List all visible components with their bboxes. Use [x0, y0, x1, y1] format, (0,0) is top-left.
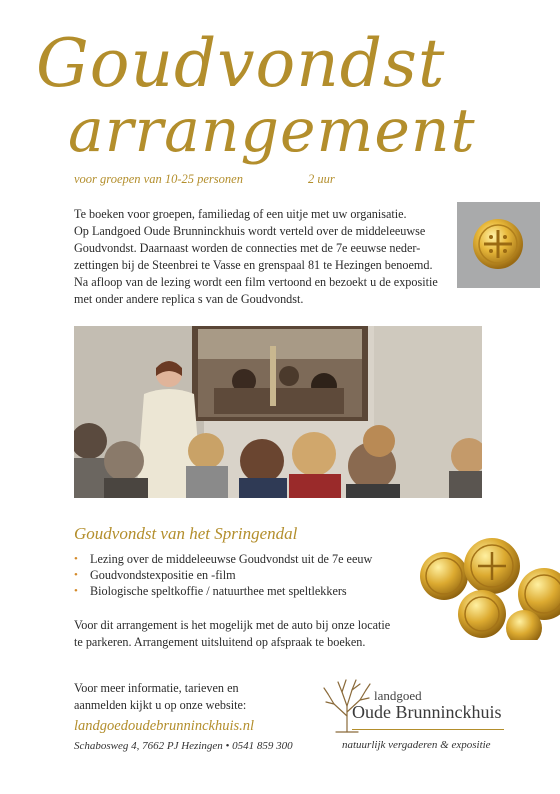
- list-item: [74, 567, 372, 583]
- logo-name: Oude Brunninckhuis: [352, 702, 502, 722]
- bullet-icon: •: [74, 585, 78, 597]
- subtitle-group-size: voor groepen van 10-25 personen: [74, 172, 243, 186]
- lecture-photo: [74, 326, 482, 498]
- info-paragraph: [74, 680, 294, 714]
- address-text: Schabosweg 4, 7662 PJ Hezingen • 0541 859 300: [74, 740, 293, 752]
- gold-coin-icon: [412, 528, 560, 640]
- bullet-icon: •: [74, 553, 78, 565]
- gold-coin-image: [457, 202, 540, 288]
- intro-line: Op Landgoed Oude Brunninckhuis wordt verteld over de middeleeuwse: [74, 224, 426, 238]
- intro-paragraph: [74, 206, 446, 308]
- intro-line: met onder andere replica s van de Goudvondst.: [74, 292, 304, 306]
- features-list: [74, 551, 372, 599]
- intro-line: Goudvondst. Daarnaast worden de connecties met de 7e eeuwse neder-: [74, 241, 421, 255]
- parking-paragraph: [74, 617, 434, 651]
- tagline: natuurlijk vergaderen & expositie: [342, 739, 491, 751]
- intro-line: zettingen bij de Steenbrei te Vasse en grenspaal 81 te Hezingen benoemd.: [74, 258, 433, 272]
- gold-coin-icon: [457, 202, 540, 288]
- parking-line: Voor dit arrangement is het mogelijk met de auto bij onze locatie: [74, 618, 391, 632]
- info-line: Voor meer informatie, tarieven en: [74, 681, 239, 695]
- subtitle-duration: 2 uur: [308, 172, 335, 186]
- list-item: [74, 551, 372, 567]
- bullet-icon: •: [74, 569, 78, 581]
- title-line-2: arrangement: [68, 96, 476, 166]
- parking-line: te parkeren. Arrangement uitsluitend op afspraak te boeken.: [74, 635, 366, 649]
- logo-small-text: landgoed: [374, 688, 422, 703]
- list-item: [74, 583, 372, 599]
- title-line-1: Goudvondst: [36, 25, 446, 102]
- gold-coins-image: [412, 528, 560, 640]
- logo-divider: [352, 729, 504, 730]
- info-line: aanmelden kijkt u op onze website:: [74, 698, 247, 712]
- section-title: Goudvondst van het Springendal: [74, 524, 298, 543]
- intro-line: Te boeken voor groepen, familiedag of een uitje met uw organisatie.: [74, 207, 407, 221]
- list-item-label: Lezing over de middeleeuwse Goudvondst uit de 7e eeuw: [90, 552, 373, 566]
- intro-line: Na afloop van de lezing wordt een film vertoond en bezoekt u de expositie: [74, 275, 438, 289]
- list-item-label: Goudvondstexpositie en -film: [90, 568, 236, 582]
- list-item-label: Biologische speltkoffie / natuurthee met speltlekkers: [90, 584, 347, 598]
- website-link[interactable]: landgoedoudebrunninckhuis.nl: [74, 718, 255, 734]
